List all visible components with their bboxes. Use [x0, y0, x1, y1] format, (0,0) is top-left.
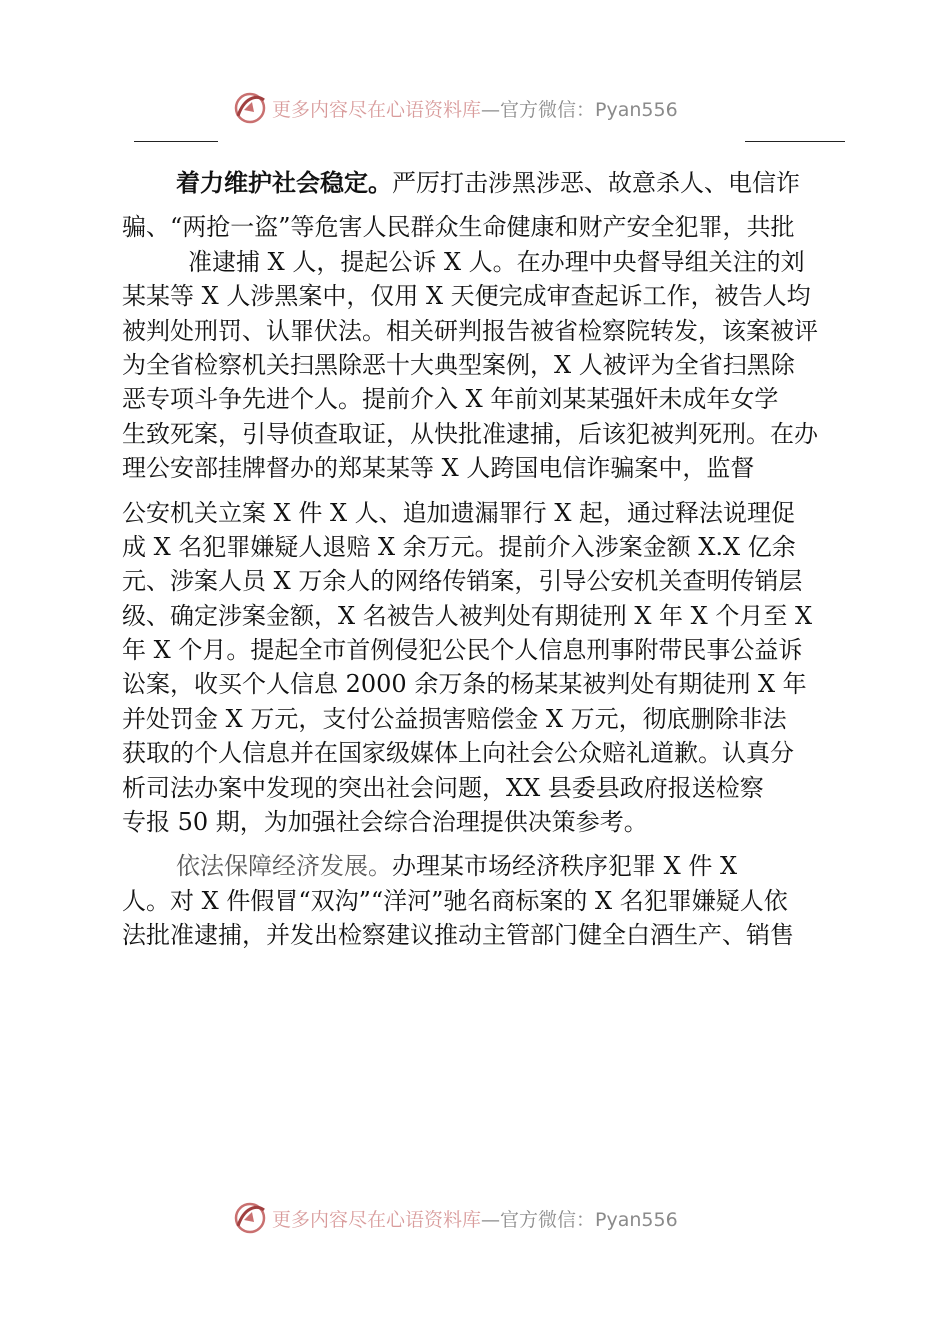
- text-line: 专报 50 期，为加强社会综合治理提供决策参考。: [122, 808, 648, 837]
- footer-watermark: [232, 1198, 752, 1238]
- text-line: 为全省检察机关扫黑除恶十大典型案例，X 人被评为全省扫黑除: [122, 350, 795, 379]
- header-rule-left: [134, 141, 218, 142]
- text-line: 成 X 名犯罪嫌疑人退赔 X 余万元。提前介入涉案金额 X.X 亿余: [122, 532, 796, 561]
- header-watermark-text: 更多内容尽在心语资料库: [272, 98, 482, 121]
- text-line-content: 严厉打击涉黑涉恶、故意杀人、电信诈: [392, 169, 800, 197]
- text-line: 元、涉案人员 X 万余人的网络传销案，引导公安机关查明传销层: [122, 567, 803, 596]
- text-line: [122, 166, 842, 200]
- header-rule-right: [745, 141, 845, 142]
- text-line: 骗、“两抢一盗”等危害人民群众生命健康和财产安全犯罪，共批: [122, 213, 795, 242]
- header-watermark: [232, 88, 752, 128]
- document-body: [122, 166, 842, 953]
- text-line: 人。对 X 件假冒“双沟”“洋河”驰名商标案的 X 名犯罪嫌疑人依: [122, 886, 788, 915]
- text-line: 获取的个人信息并在国家级媒体上向社会公众赔礼道歉。认真分: [122, 739, 794, 768]
- footer-watermark-text: 更多内容尽在心语资料库: [272, 1208, 482, 1231]
- header-wechat-id: Pyan556: [595, 98, 678, 121]
- footer-separator: —: [481, 1208, 501, 1231]
- text-line: 公安机关立案 X 件 X 人、追加遗漏罪行 X 起，通过释法说理促: [122, 498, 796, 527]
- text-line: 级、确定涉案金额，X 名被告人被判处有期徒刑 X 年 X 个月至 X: [122, 601, 813, 630]
- text-line-content: 办理某市场经济秩序犯罪 X 件 X: [392, 852, 738, 881]
- text-line: 生致死案，引导侦查取证，从快批准逮捕，后该犯被判死刑。在办: [122, 419, 818, 448]
- text-line: 法批准逮捕，并发出检察建议推动主管部门健全白酒生产、销售: [122, 921, 794, 950]
- watermark-logo-icon: [232, 1200, 268, 1236]
- header-separator: —: [481, 98, 501, 121]
- paragraph2-heading: 依法保障经济发展。: [176, 852, 392, 881]
- footer-wechat-label: 官方微信：: [500, 1208, 596, 1231]
- text-line: 某某等 X 人涉黑案中，仅用 X 天便完成审查起诉工作，被告人均: [122, 282, 811, 311]
- text-line: 准逮捕 X 人，提起公诉 X 人。在办理中央督导组关注的刘: [188, 247, 805, 276]
- text-line: 恶专项斗争先进个人。提前介入 X 年前刘某某强奸未成年女学: [122, 385, 779, 414]
- text-line: 讼案，收买个人信息 2000 余万条的杨某某被判处有期徒刑 X 年: [122, 670, 807, 699]
- text-line: 年 X 个月。提起全市首例侵犯公民个人信息刑事附带民事公益诉: [122, 636, 803, 665]
- header-wechat-label: 官方微信：: [500, 98, 596, 121]
- text-line: [122, 849, 842, 883]
- footer-wechat-id: Pyan556: [595, 1208, 678, 1231]
- text-line: 被判处刑罚、认罪伏法。相关研判报告被省检察院转发，该案被评: [122, 316, 818, 345]
- text-line: 理公安部挂牌督办的郑某某等 X 人跨国电信诈骗案中，监督: [122, 454, 755, 483]
- paragraph1-heading: 着力维护社会稳定。: [176, 168, 392, 197]
- text-line: 析司法办案中发现的突出社会问题，XX 县委县政府报送检察: [122, 773, 764, 802]
- text-line: 并处罚金 X 万元，支付公益损害赔偿金 X 万元，彻底删除非法: [122, 704, 787, 733]
- watermark-logo-icon: [232, 90, 268, 126]
